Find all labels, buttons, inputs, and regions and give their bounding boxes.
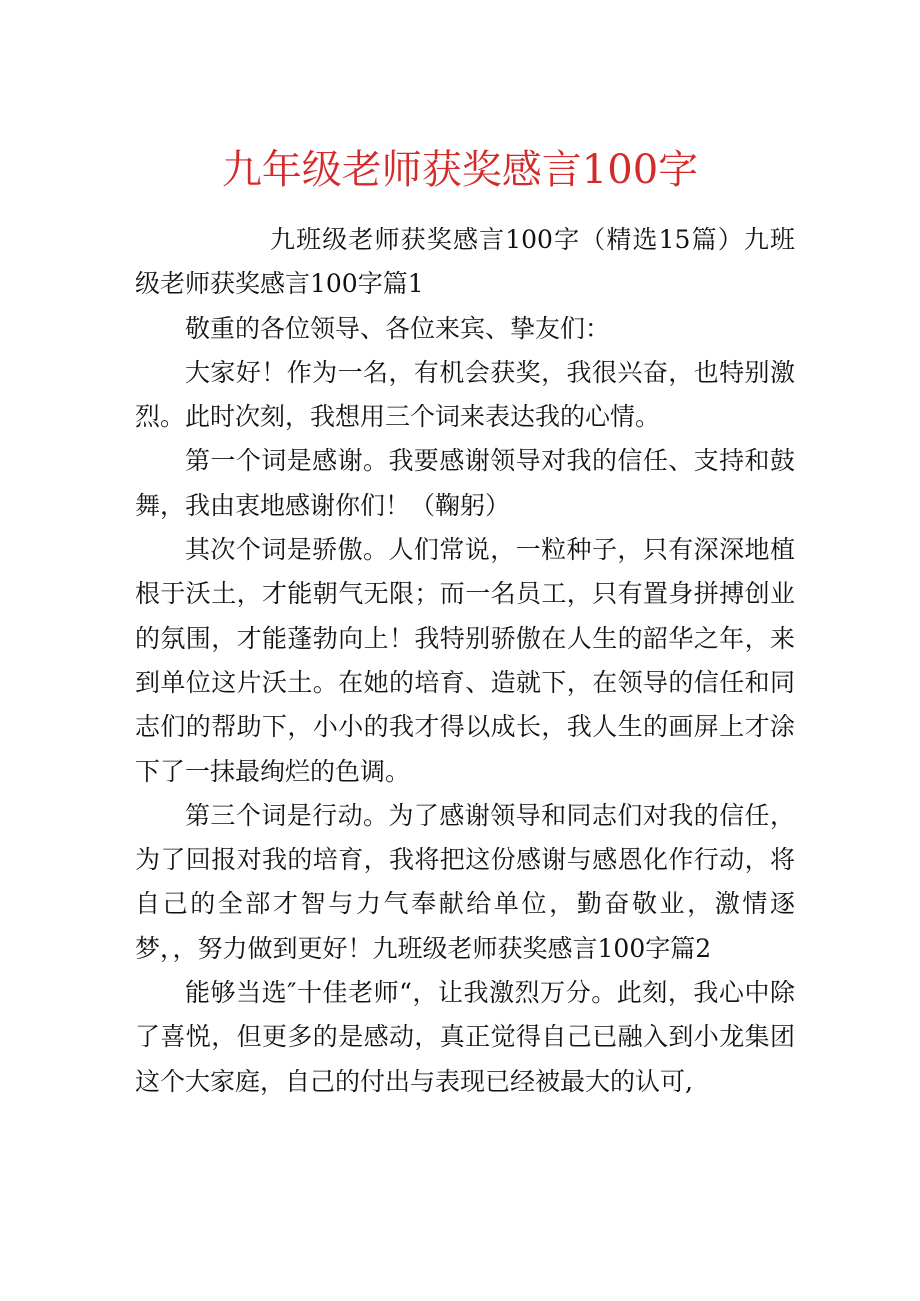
paragraph-greeting: 大家好！作为一名，有机会获奖，我很兴奋，也特别激烈。此时次刻，我想用三个词来表达我的心情。 xyxy=(135,357,795,432)
document-body xyxy=(135,218,795,1104)
paragraph-salutation: 敬重的各位领导、各位来宾、挚友们： xyxy=(185,313,611,343)
paragraph-third-word: 第三个词是行动。为了感谢领导和同志们对我的信任，为了回报对我的培育，我将把这份感谢与感恩化作行动，将自己的全部才智与力气奉献给单位，勤奋敬业，激情逐梦，，努力做到更好！九班级老师获奖感言100字篇2 xyxy=(135,800,795,963)
paragraph-intro: 九班级老师获奖感言100字（精选15篇）九班级老师获奖感言100字篇1 xyxy=(135,225,795,299)
paragraph-first-word: 第一个词是感谢。我要感谢领导对我的信任、支持和鼓舞，我由衷地感谢你们！（鞠躬） xyxy=(135,446,795,520)
paragraph-second-word: 其次个词是骄傲。人们常说，一粒种子，只有深深地植根于沃土，才能朝气无限；而一名员工，只有置身拼搏创业的氛围，才能蓬勃向上！我特别骄傲在人生的韶华之年，来到单位这片沃土。在她的培育、造就下，在领导的信任和同志们的帮助下，小小的我才得以成长，我人生的画屏上才涂下了一抹最绚烂的色调。 xyxy=(135,535,795,786)
document-title: 九年级老师获奖感言100字 xyxy=(221,147,699,193)
paragraph-speech-2: 能够当选″十佳老师“，让我激烈万分。此刻，我心中除了喜悦，但更多的是感动，真正觉得自己已融入到小龙集团这个大家庭，自己的付出与表现已经被最大的认可, xyxy=(135,978,795,1096)
